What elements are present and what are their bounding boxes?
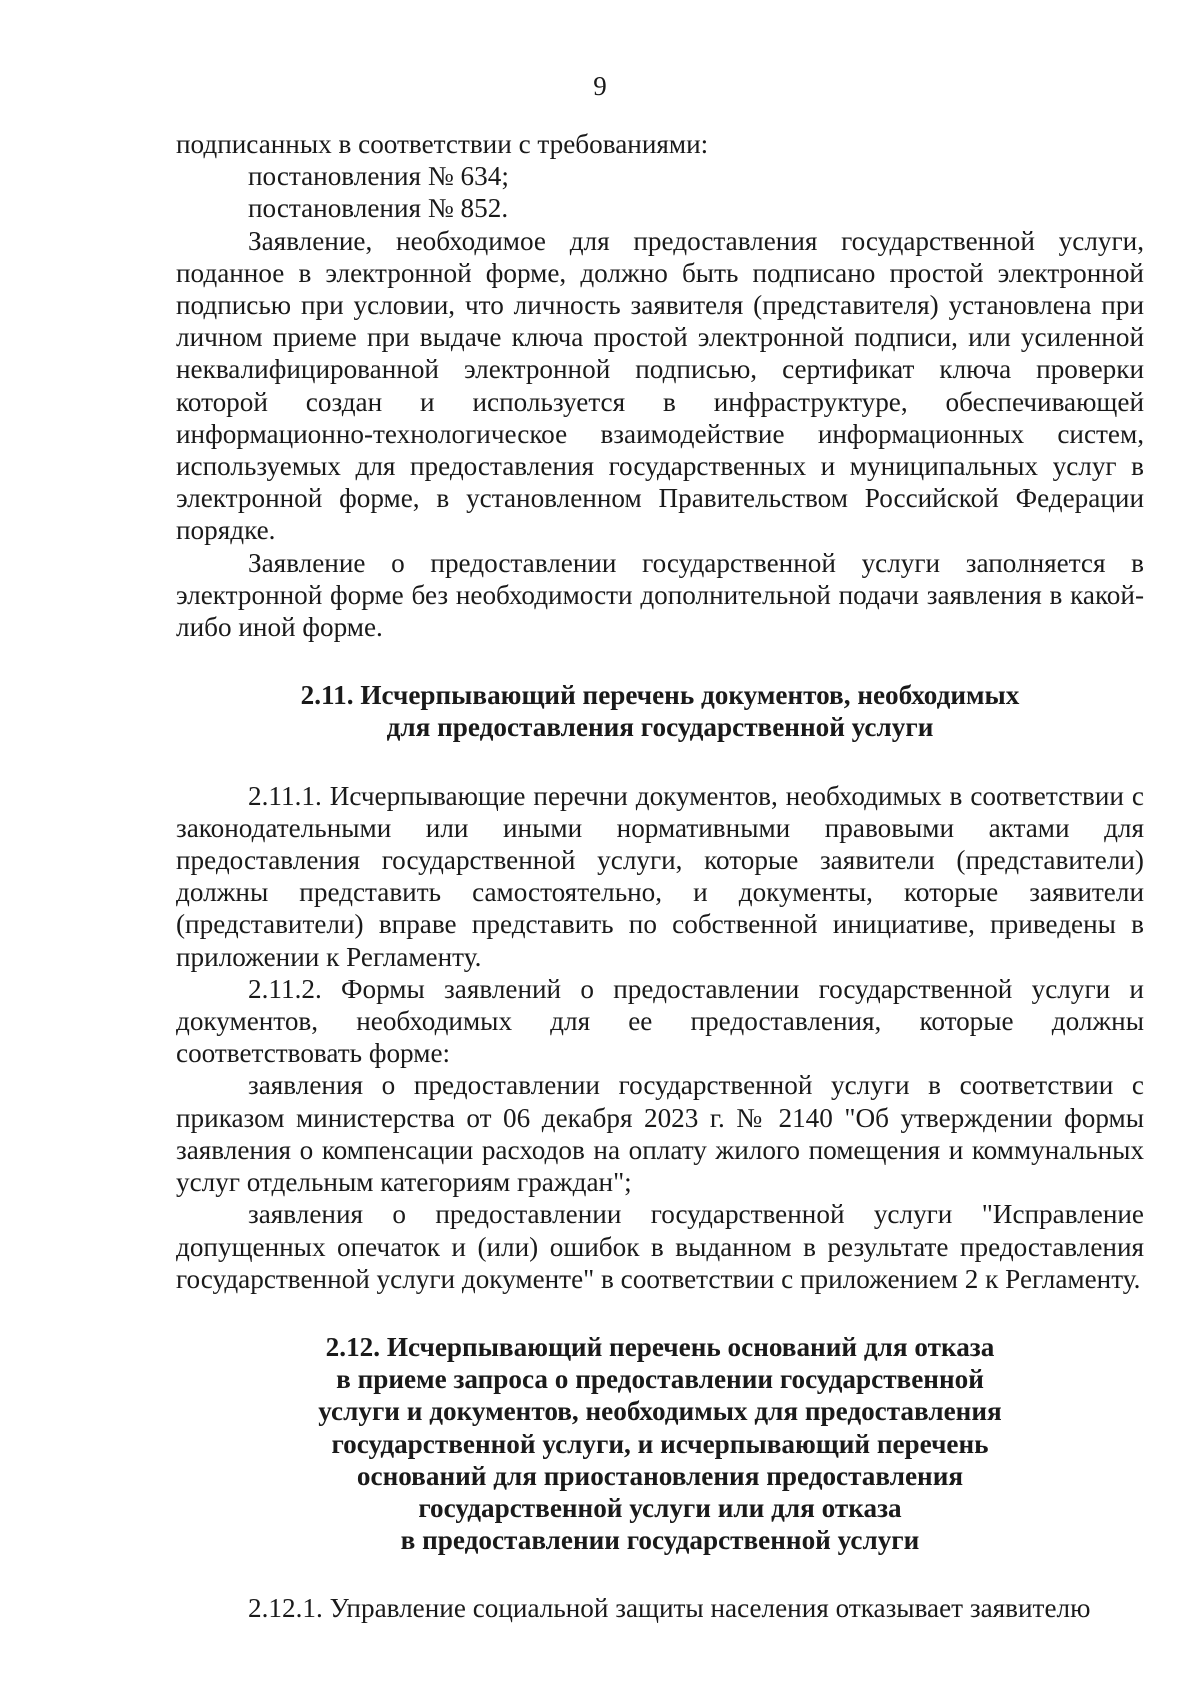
list-item-decree-852: постановления № 852. — [248, 193, 509, 224]
paragraph-2-12-1: 2.12.1. Управление социальной защиты населения отказывает заявителю — [248, 1593, 1091, 1624]
paragraph-2-11-2: 2.11.2. Формы заявлений о предоставлении государственной услуги и документов, необходимых для ее предоставления, которые должны соответствовать форме: — [176, 973, 1144, 1069]
heading-line: для предоставления государственной услуги — [386, 712, 934, 743]
paragraph-electronic-form: Заявление о предоставлении государственной услуги заполняется в электронной форме без необходимости дополнительной подачи заявления в какой-либо иной форме. — [176, 547, 1144, 643]
paragraph-form-correction: заявления о предоставлении государственной услуги "Исправление допущенных опечаток и (или) ошибок в выданном в результате предоставления государственной услуги документе" в соответствии с приложением 2 к Регламенту. — [176, 1199, 1144, 1294]
list-item-decree-634: постановления № 634; — [248, 161, 509, 192]
heading-line: в приеме запроса о предоставлении государственной — [336, 1364, 984, 1395]
paragraph-form-order-2140: заявления о предоставлении государственной услуги в соответствии с приказом министерства от 06 декабря 2023 г. № 2140 "Об утверждении формы заявления о компенсации расходов на оплату жилого помещения и коммунальных услуг отдельным категориям граждан"; — [176, 1070, 1144, 1198]
section-heading-2-11 — [176, 679, 1144, 743]
heading-line: 2.11. Исчерпывающий перечень документов, необходимых — [300, 680, 1020, 711]
heading-line: в предоставлении государственной услуги — [400, 1525, 920, 1556]
heading-line: государственной услуги, и исчерпывающий перечень — [331, 1428, 989, 1459]
page-number: 9 — [593, 71, 607, 101]
heading-line: оснований для приостановления предоставления — [356, 1460, 964, 1491]
heading-line: государственной услуги или для отказа — [418, 1492, 902, 1523]
heading-line: 2.12. Исчерпывающий перечень оснований для отказа — [325, 1331, 995, 1362]
section-heading-2-12 — [176, 1331, 1144, 1556]
heading-line: услуги и документов, необходимых для предоставления — [318, 1396, 1002, 1427]
paragraph-continuation: подписанных в соответствии с требованиями: — [176, 129, 709, 159]
paragraph-2-11-1: 2.11.1. Исчерпывающие перечни документов, необходимых в соответствии с законодательными или иными нормативными правовыми актами для предоставления государственной услуги, которые заявители (представители) должны представить самостоятельно, и документы, которые заявители (представители) вправе представить по собственной инициативе, приведены в приложении к Регламенту. — [176, 780, 1144, 972]
document-body — [176, 128, 1144, 1625]
paragraph-electronic-signature: Заявление, необходимое для предоставления государственной услуги, поданное в электронной форме, должно быть подписано простой электронной подписью при условии, что личность заявителя (представителя) установлена при личном приеме при выдаче ключа простой электронной подписи, или усиленной неквалифицированной электронной подписью, сертификат ключа проверки которой создан и используется в инфраструктуре, обеспечивающей информационно-технологическое взаимодействие информационных систем, используемых для предоставления государственных и муниципальных услуг в электронной форме, в установленном Правительством Российской Федерации порядке. — [176, 225, 1144, 546]
